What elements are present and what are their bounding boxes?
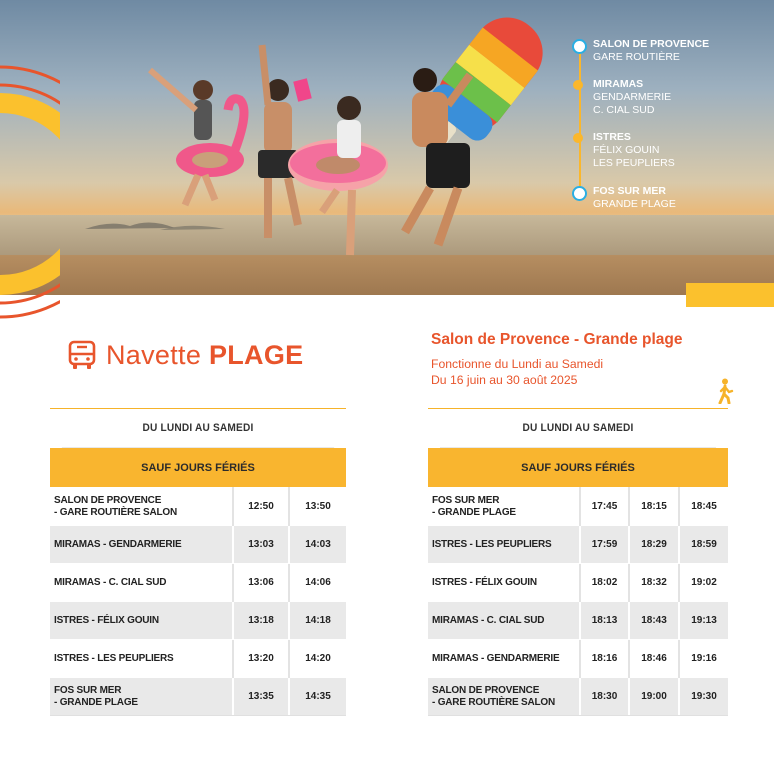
time-cell: 14:18	[289, 602, 346, 640]
table-row	[50, 526, 346, 564]
time-cell: 17:59	[580, 526, 629, 564]
timetable-outbound	[50, 408, 346, 716]
stop-line: SALON DE PROVENCE	[54, 494, 162, 506]
stop-cell: ISTRES - LES PEUPLIERS	[428, 526, 580, 564]
time-cell: 18:43	[629, 602, 679, 640]
operating-days: Fonctionne du Lundi au Samedi	[431, 357, 604, 371]
time-cell: 14:06	[289, 564, 346, 602]
stop-name: ISTRES	[593, 131, 631, 143]
timetable-grid	[50, 487, 346, 715]
time-cell: 14:35	[289, 678, 346, 716]
time-cell: 18:15	[629, 488, 679, 526]
stop-cell	[50, 488, 233, 526]
time-cell: 14:20	[289, 640, 346, 678]
table-row	[50, 564, 346, 602]
table-bottom-rule	[50, 715, 346, 716]
stop-name: FOS SUR MER	[593, 185, 666, 197]
stop-cell	[428, 488, 580, 526]
stop-line: - GARE ROUTIÈRE SALON	[432, 696, 556, 708]
title-bold: PLAGE	[208, 339, 304, 370]
timetable-return	[428, 408, 728, 716]
stop-cell: MIRAMAS - GENDARMERIE	[50, 526, 233, 564]
stop-dot	[573, 133, 583, 143]
stop-line: FOS SUR MER	[432, 494, 500, 506]
time-cell: 18:45	[679, 488, 728, 526]
table-row	[50, 488, 346, 526]
operating-period: Du 16 juin au 30 août 2025	[431, 373, 578, 387]
table-row	[428, 564, 728, 602]
stop-line: SALON DE PROVENCE	[432, 684, 540, 696]
stop-cell	[50, 678, 233, 716]
title-prefix: Navette	[106, 339, 209, 370]
page-title	[68, 338, 303, 372]
table-row	[428, 640, 728, 678]
time-cell: 18:46	[629, 640, 679, 678]
time-cell: 18:59	[679, 526, 728, 564]
stop-sub: LES PEUPLIERS	[593, 157, 675, 169]
stop-sub: GRANDE PLAGE	[593, 198, 676, 210]
route-info	[431, 331, 683, 388]
route-stops	[570, 36, 770, 210]
stop-cell: ISTRES - LES PEUPLIERS	[50, 640, 233, 678]
time-cell: 18:02	[580, 564, 629, 602]
terminus-dot	[572, 39, 587, 54]
time-cell: 12:50	[233, 488, 289, 526]
table-row	[50, 678, 346, 716]
time-cell: 13:03	[233, 526, 289, 564]
person-jumping	[258, 45, 298, 238]
time-cell: 18:30	[580, 678, 629, 716]
person-donut	[288, 80, 388, 255]
time-cell: 17:45	[580, 488, 629, 526]
table-bottom-rule	[428, 715, 728, 716]
stop-line: FOS SUR MER	[54, 684, 122, 696]
stop-dot	[573, 80, 583, 90]
route-line	[579, 46, 581, 198]
stop-sub: C. CIAL SUD	[593, 104, 655, 116]
time-cell: 13:20	[233, 640, 289, 678]
route-title: Salon de Provence - Grande plage	[431, 331, 683, 348]
time-cell: 13:06	[233, 564, 289, 602]
bus-icon	[68, 340, 96, 370]
time-cell: 19:00	[629, 678, 679, 716]
stop-cell	[428, 678, 580, 716]
time-cell: 13:18	[233, 602, 289, 640]
decorative-arcs	[0, 55, 60, 345]
stop-name: SALON DE PROVENCE	[593, 38, 710, 50]
time-cell: 18:13	[580, 602, 629, 640]
time-cell: 14:03	[289, 526, 346, 564]
terminus-dot	[572, 186, 587, 201]
table-row	[50, 640, 346, 678]
stop-sub: GENDARMERIE	[593, 91, 672, 103]
pedestrian-icon	[716, 378, 734, 404]
stop-line: - GRANDE PLAGE	[432, 506, 516, 518]
hero-accent-bar	[686, 283, 774, 307]
timetable-days: DU LUNDI AU SAMEDI	[62, 409, 334, 448]
title-text	[106, 340, 303, 371]
stop-sub: FÉLIX GOUIN	[593, 144, 660, 156]
table-row	[50, 602, 346, 640]
stop-name: MIRAMAS	[593, 78, 644, 90]
timetable-days: DU LUNDI AU SAMEDI	[440, 409, 716, 448]
time-cell: 13:35	[233, 678, 289, 716]
time-cell: 18:29	[629, 526, 679, 564]
table-row	[428, 678, 728, 716]
time-cell: 19:16	[679, 640, 728, 678]
stop-cell: MIRAMAS - C. CIAL SUD	[50, 564, 233, 602]
table-row	[428, 602, 728, 640]
stop-sub: GARE ROUTIÈRE	[593, 51, 680, 63]
person-flamingo	[150, 70, 244, 205]
timetable-grid	[428, 487, 728, 715]
time-cell: 19:02	[679, 564, 728, 602]
time-cell: 18:32	[629, 564, 679, 602]
time-cell: 18:16	[580, 640, 629, 678]
time-cell: 13:50	[289, 488, 346, 526]
stop-cell: MIRAMAS - C. CIAL SUD	[428, 602, 580, 640]
table-row	[428, 526, 728, 564]
timetable-note: SAUF JOURS FÉRIÉS	[428, 448, 728, 487]
time-cell: 19:30	[679, 678, 728, 716]
table-row	[428, 488, 728, 526]
stop-cell: ISTRES - FÉLIX GOUIN	[50, 602, 233, 640]
stop-line: - GRANDE PLAGE	[54, 696, 138, 708]
stop-cell: ISTRES - FÉLIX GOUIN	[428, 564, 580, 602]
person-popsicle	[405, 4, 556, 245]
timetable-note: SAUF JOURS FÉRIÉS	[50, 448, 346, 487]
time-cell: 19:13	[679, 602, 728, 640]
stop-cell: MIRAMAS - GENDARMERIE	[428, 640, 580, 678]
stop-line: - GARE ROUTIÈRE SALON	[54, 506, 178, 518]
